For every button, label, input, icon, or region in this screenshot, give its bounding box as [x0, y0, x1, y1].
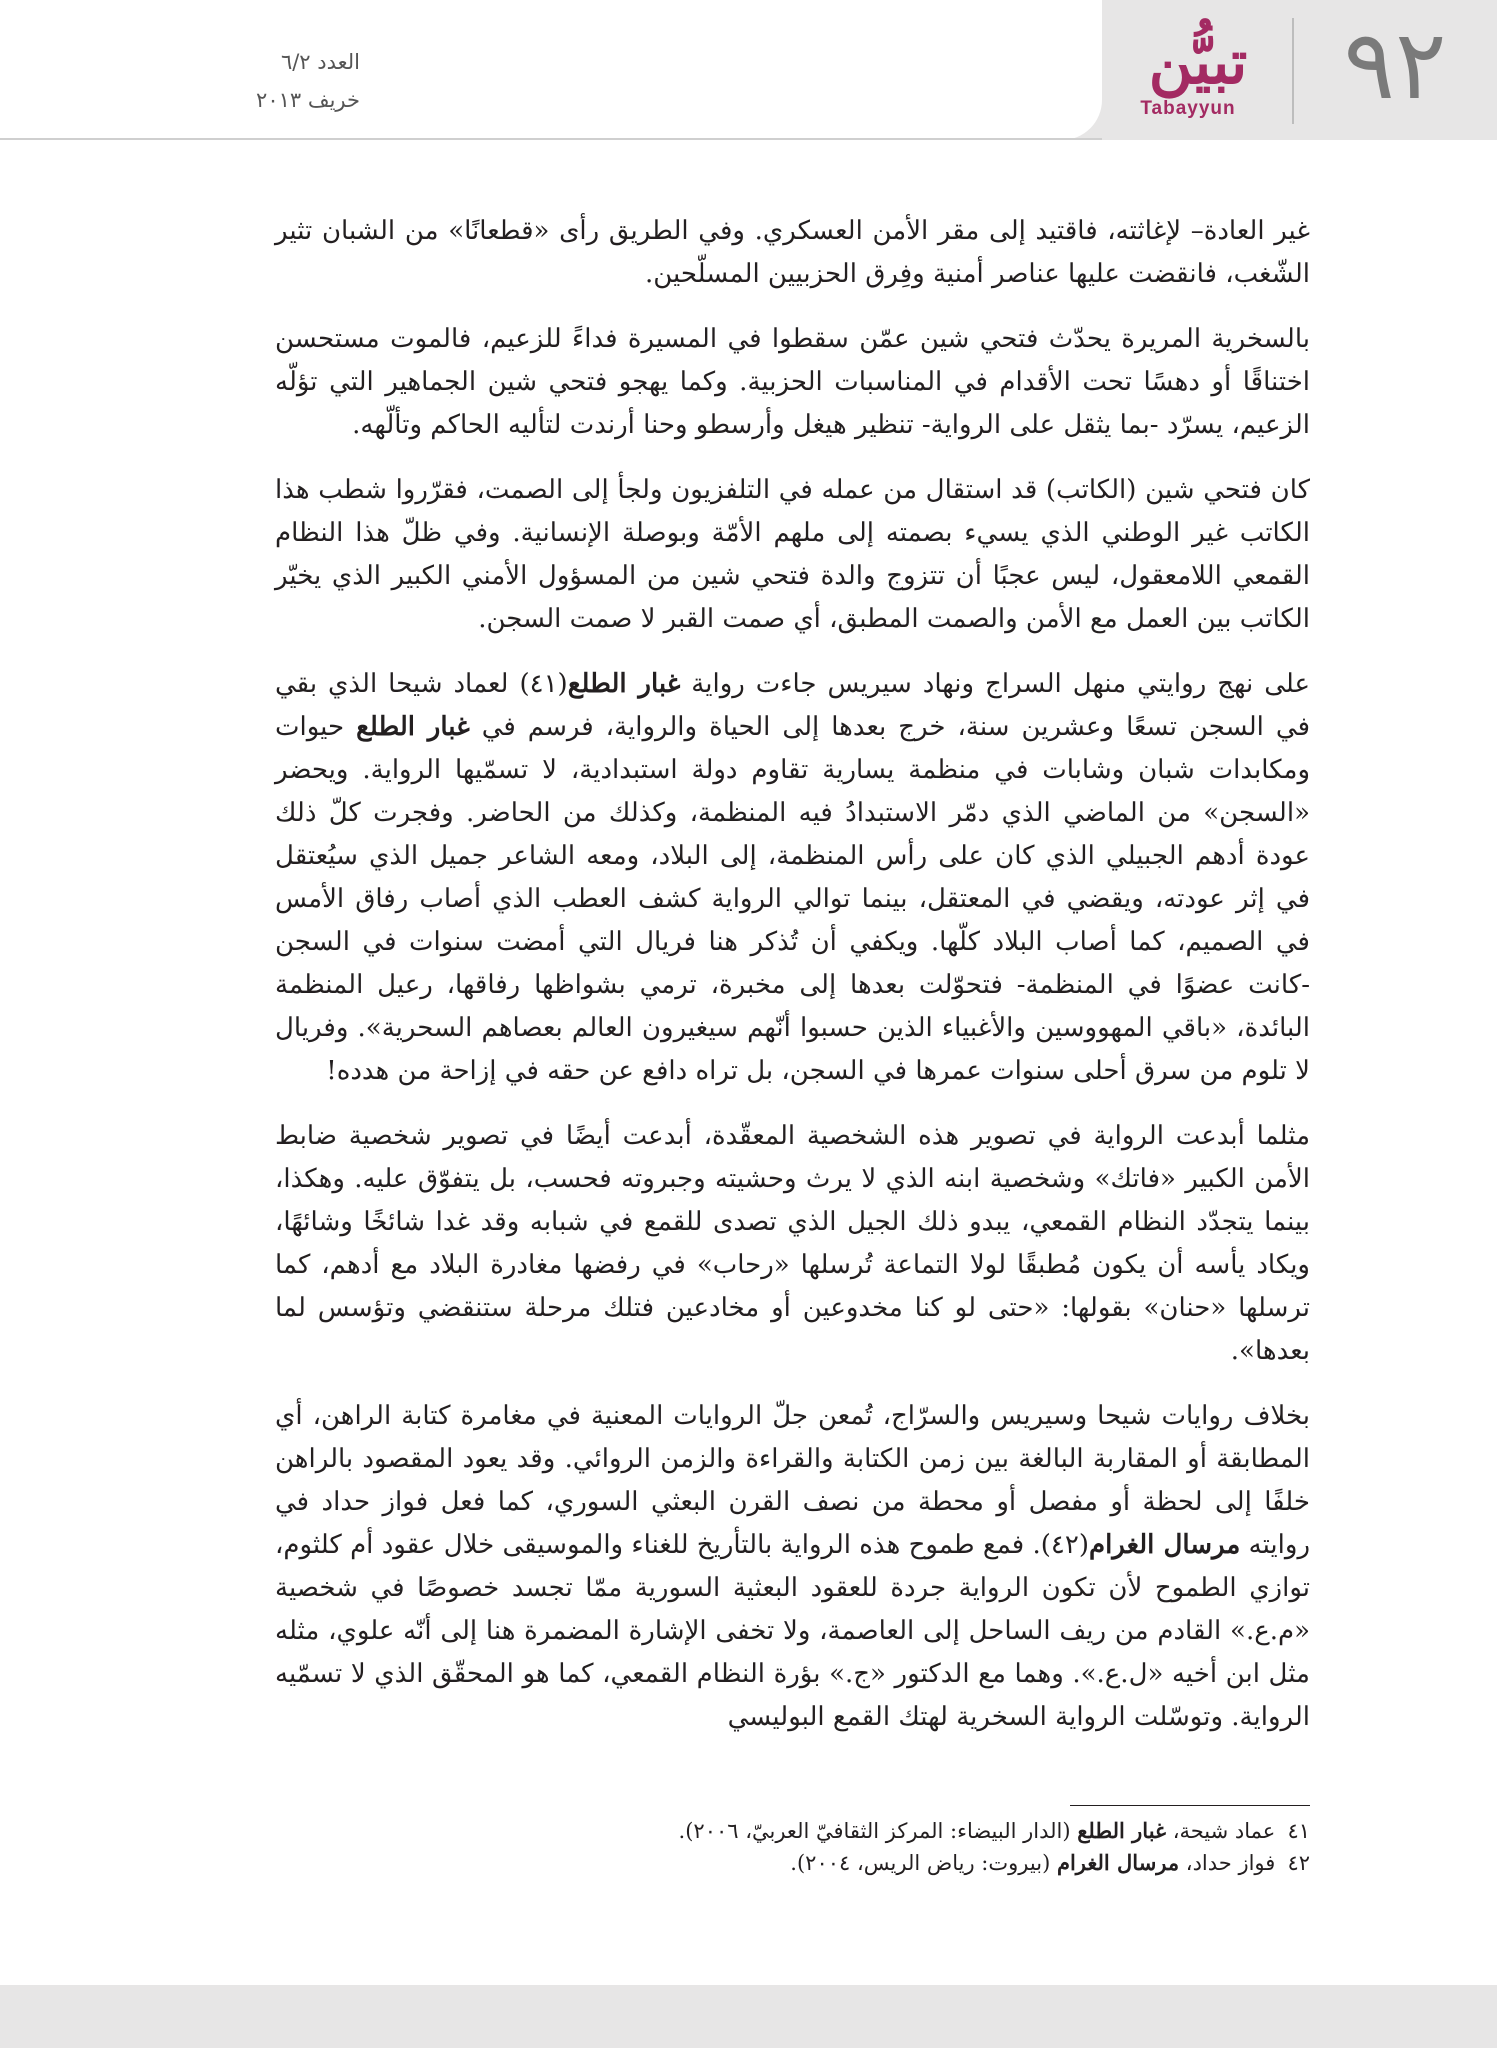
paragraph [275, 1395, 1310, 1739]
paragraph-text: (٤٢). فمع طموح هذه الرواية بالتأريخ للغناء والموسيقى خلال عقود أم كلثوم، توازي الطموح لأن تكون الرواية جردة للعقود البعثية السورية ممّا تجسد خصوصًا في شخصية «م.ع.» القادم من ريف الساحل إلى العاصمة، ولا تخفى الإشارة المضمرة هنا إلى أنّه علوي، مثله مثل ابن أخيه «ل.ع.». وهما مع الدكتور «ج.» بؤرة النظام القمعي، كما هو المحقّق الذي لا تسمّيه الرواية. وتوسّلت الرواية السخرية لهتك القمع البوليسي [275, 1530, 1310, 1732]
footnote-number: ٤٢ [1287, 1851, 1310, 1875]
paragraph-text: (٤١) لعماد شيحا الذي بقي في السجن تسعًا وعشرين سنة، خرج بعدها إلى الحياة والرواية، فرسم في [275, 669, 1311, 742]
header-rule [0, 138, 1102, 140]
book-title: مرسال الغرام [1088, 1530, 1241, 1560]
footnote-title: مرسال الغرام [1056, 1850, 1180, 1875]
book-title: غبار الطلع [567, 669, 681, 699]
footnote [275, 1847, 1310, 1879]
paragraph-text: على نهج روايتي منهل السراج ونهاد سيريس جاءت رواية [680, 669, 1311, 699]
footnote-author: فواز حداد، [1179, 1851, 1276, 1875]
footnote-number: ٤١ [1287, 1819, 1310, 1843]
footnotes [275, 1815, 1310, 1879]
paragraph [275, 469, 1310, 641]
paragraph-text: حيوات ومكابدات شبان وشابات في منظمة يسارية تقاوم دولة استبدادية، لا تسمّيها الرواية. ويحضر «السجن» من الماضي الذي دمّر الاستبدادُ فيه المنظمة، وكذلك من الحاضر. وفجرت كلّ ذلك عودة أدهم الجبيلي الذي كان على رأس المنظمة، إلى البلاد، ومعه الشاعر جميل الذي سيُعتقل في إثر عودته، ويقضي في المعتقل، بينما توالي الرواية كشف العطب الذي أصاب رفاق الأمس في الصميم، كما أصاب البلاد كلّها. ويكفي أن تُذكر هنا فريال التي أمضت سنوات في السجن -كانت عضوًا في المنظمة- فتحوّلت بعدها إلى مخبرة، ترمي بشواظها رفاقها، رعيل المنظمة البائدة، «باقي المهووسين والأغبياء الذين حسبوا أنّهم سيغيرون العالم بعصاهم السحرية». وفريال لا تلوم من سرق أحلى سنوات عمرها في السجن، بل تراه دافع عن حقه في إزاحة من هدده! [275, 712, 1310, 1086]
header-panel [0, 0, 1102, 140]
footnote-title: غبار الطلع [1077, 1818, 1167, 1843]
journal-logo-latin: Tabayyun [1140, 98, 1236, 119]
paragraph-text: كان فتحي شين (الكاتب) قد استقال من عمله في التلفزيون ولجأ إلى الصمت، فقرّروا شطب هذا الكاتب غير الوطني الذي يسيء بصمته إلى ملهم الأمّة وبوصلة الإنسانية. وفي ظلّ هذا النظام القمعي اللامعقول، ليس عجبًا أن تتزوج والدة فتحي شين من المسؤول الأمني الكبير الذي يخيّر الكاتب بين العمل مع الأمن والصمت المطبق، أي صمت القبر لا صمت السجن. [275, 475, 1310, 634]
paragraph [275, 318, 1310, 447]
paragraph-text: مثلما أبدعت الرواية في تصوير هذه الشخصية المعقّدة، أبدعت أيضًا في تصوير شخصية ضابط الأمن الكبير «فاتك» وشخصية ابنه الذي لا يرث وحشيته وجبروته فحسب، بل يتفوّق عليه. وهكذا، بينما يتجدّد النظام القمعي، يبدو ذلك الجيل الذي تصدى للقمع في شبابه وقد غدا شائخًا وشائهًا، ويكاد يأسه أن يكون مُطبقًا لولا التماعة تُرسلها «رحاب» في رفضها مغادرة البلاد مع أدهم، كما ترسلها «حنان» بقولها: «حتى لو كنا مخدوعين أو مخادعين فتلك مرحلة ستنقضي وتؤسس لما بعدها». [275, 1121, 1310, 1366]
journal-logo: تبيُّن [1148, 28, 1248, 98]
footer-bar [0, 1985, 1497, 2048]
season-label: خريف ٢٠١٣ [256, 88, 360, 112]
book-title: غبار الطلع [356, 712, 470, 742]
paragraph-text: بخلاف روايات شيحا وسيريس والسرّاج، تُمعن جلّ الروايات المعنية في مغامرة كتابة الراهن، أي المطابقة أو المقاربة البالغة بين زمن الكتابة والقراءة والزمن الروائي. وقد يعود المقصود بالراهن خلفًا إلى لحظة أو مفصل أو محطة من نصف القرن البعثي السوري، كما فعل فواز حداد في روايته [275, 1401, 1311, 1560]
issue-label: العدد ٦/٢ [280, 50, 360, 74]
footnote [275, 1815, 1310, 1847]
paragraph [275, 1115, 1310, 1373]
footnote-rule [1070, 1805, 1310, 1806]
paragraph-text: غير العادة– لإغاثته، فاقتيد إلى مقر الأمن العسكري. وفي الطريق رأى «قطعانًا» من الشبان تثير الشّغب، فانقضت عليها عناصر أمنية وفِرق الحزبيين المسلّحين. [275, 216, 1310, 289]
footnote-details: (بيروت: رياض الريس، ٢٠٠٤). [790, 1851, 1057, 1875]
paragraph-text: بالسخرية المريرة يحدّث فتحي شين عمّن سقطوا في المسيرة فداءً للزعيم، فالموت مستحسن اختناقًا أو دهسًا تحت الأقدام في المناسبات الحزبية. وكما يهجو فتحي شين الجماهير التي تؤلّه الزعيم، يسرّد -بما يثقل على الرواية- تنظير هيغل وأرسطو وحنا أرندت لتأليه الحاكم وتألّهه. [275, 324, 1310, 440]
paragraph [275, 663, 1310, 1093]
header-divider [1292, 18, 1294, 124]
page-number: ٩٢ [1343, 9, 1447, 121]
footnote-details: (الدار البيضاء: المركز الثقافيّ العربيّ، ٢٠٠٦). [678, 1819, 1078, 1843]
paragraph [275, 210, 1310, 296]
footnote-author: عماد شيحة، [1166, 1819, 1276, 1843]
article-body [275, 210, 1310, 1739]
